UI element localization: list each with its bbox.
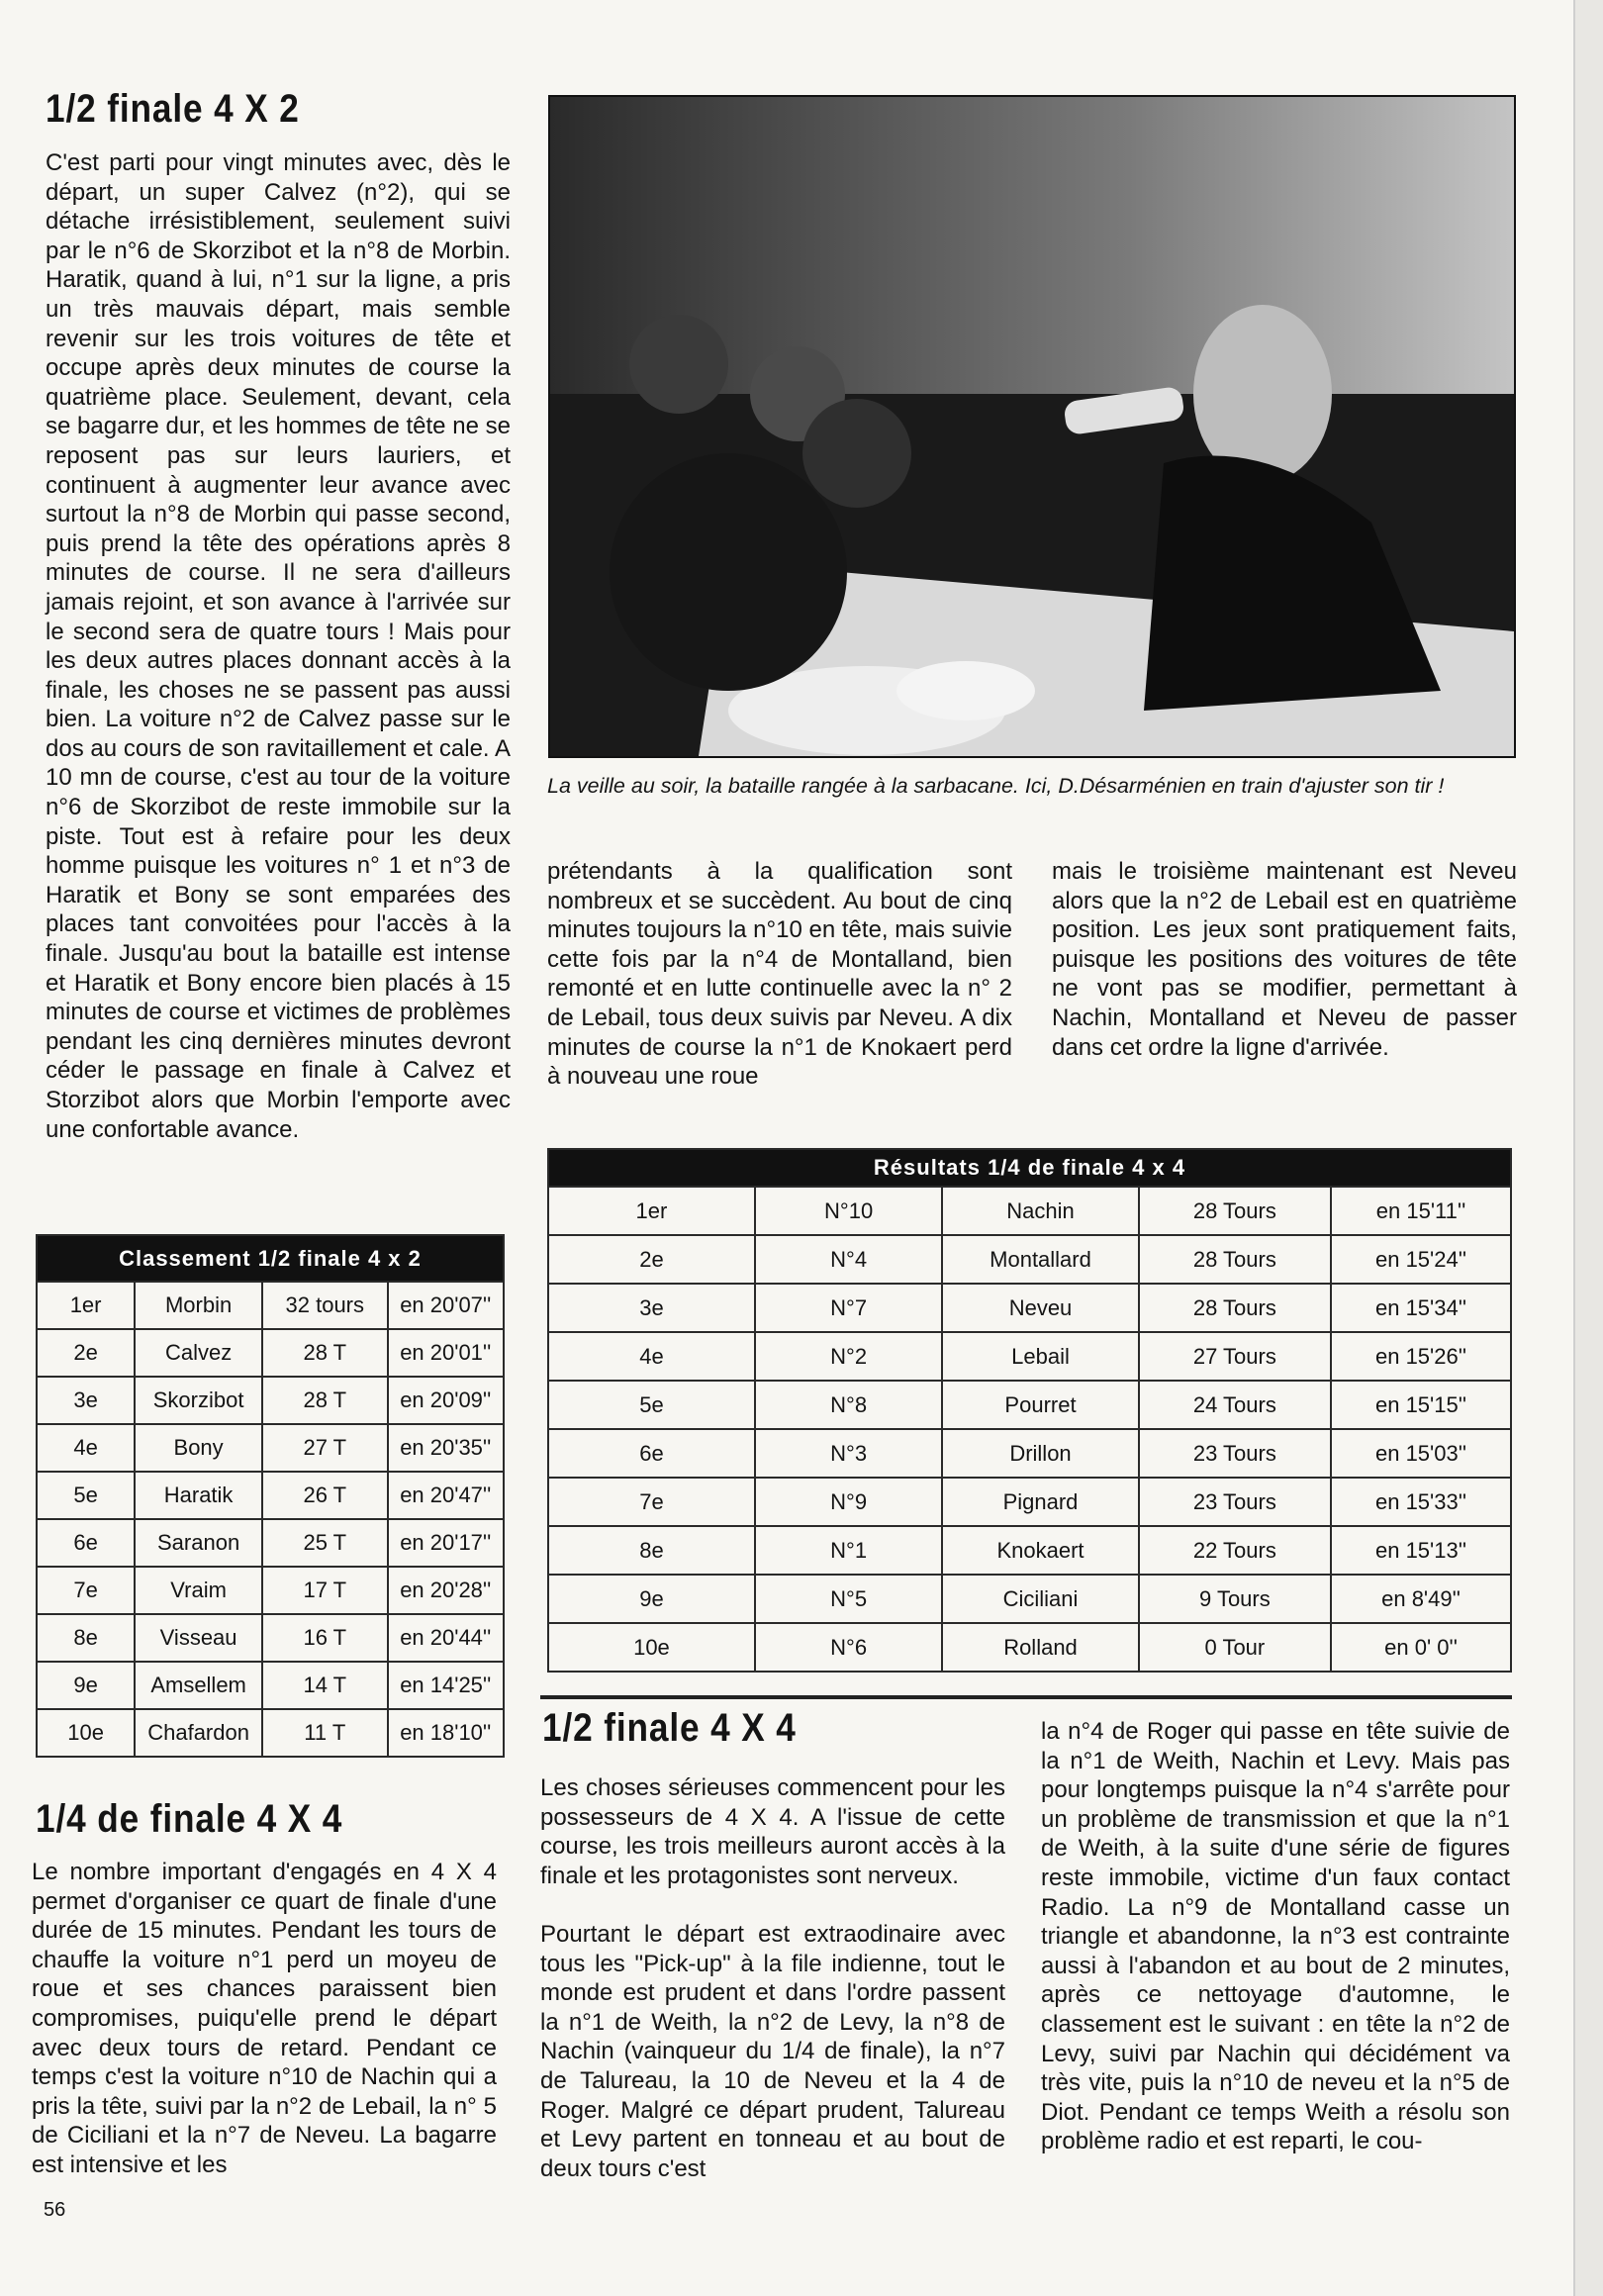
table-cell: Morbin (135, 1282, 262, 1329)
table-cell: 5e (37, 1472, 135, 1519)
table-cell: 28 Tours (1139, 1284, 1331, 1332)
table-cell: 2e (37, 1329, 135, 1377)
table-cell: 3e (37, 1377, 135, 1424)
table-cell: N°6 (755, 1623, 942, 1672)
section-title-half-final-4x4: 1/2 finale 4 X 4 (542, 1706, 797, 1750)
table-cell: en 20'09'' (388, 1377, 505, 1424)
table-row (548, 1575, 1511, 1623)
table-cell: 0 Tour (1139, 1623, 1331, 1672)
blowpipe-photo-image (550, 97, 1514, 756)
table-cell: 9e (548, 1575, 755, 1623)
table-cell: 25 T (262, 1519, 387, 1567)
table-row (37, 1472, 504, 1519)
table-cell: 10e (37, 1709, 135, 1757)
table-row (548, 1187, 1511, 1235)
section-text-half-final-4x4-continued: la n°4 de Roger qui passe en tête suivie de la n°1 de Weith, Nachin et Levy. Mais pas pour longtemps puisque la n°4 s'arrête pour un problème de transmission et que la n°1 de Weith, à la suite d'une série de figures reste immobile, victime d'un faux contact Radio. La n°9 de Montalland casse un triangle et abandonne, la n°3 est contrainte aussi à l'abandon et au bout de 2 minutes, après ce nettoyage d'automne, le classement est le suivant : en tête la n°2 de Levy, suivi par Nachin qui décidément va très vite, puis la n°10 de neveu et la n°5 de Diot. Pendant ce temps Weith a résolu son problème radio et est reparti, le cou- (1041, 1718, 1510, 2155)
table-cell: Calvez (135, 1329, 262, 1377)
table-cell: N°5 (755, 1575, 942, 1623)
table-row (548, 1429, 1511, 1478)
table-row (37, 1282, 504, 1329)
table-cell: en 0' 0'' (1331, 1623, 1511, 1672)
table-cell: 23 Tours (1139, 1478, 1331, 1526)
table-row (37, 1614, 504, 1662)
table-cell: Vraim (135, 1567, 262, 1614)
table-row (37, 1377, 504, 1424)
resultats-title: Résultats 1/4 de finale 4 x 4 (548, 1149, 1511, 1187)
table-row (548, 1478, 1511, 1526)
table-cell: Pourret (942, 1381, 1138, 1429)
table-cell: en 15'11'' (1331, 1187, 1511, 1235)
table-cell: 2e (548, 1235, 755, 1284)
table-cell: 28 T (262, 1377, 387, 1424)
table-cell: 10e (548, 1623, 755, 1672)
event-photo (548, 95, 1516, 758)
table-cell: 24 Tours (1139, 1381, 1331, 1429)
classement-title: Classement 1/2 finale 4 x 2 (37, 1235, 504, 1282)
table-row (37, 1709, 504, 1757)
table-cell: 8e (548, 1526, 755, 1575)
table-cell: Pignard (942, 1478, 1138, 1526)
table-cell: en 20'44'' (388, 1614, 505, 1662)
resultats-table (547, 1148, 1512, 1673)
table-row (548, 1332, 1511, 1381)
table-row (37, 1424, 504, 1472)
table-cell: en 15'24'' (1331, 1235, 1511, 1284)
table-cell: N°1 (755, 1526, 942, 1575)
section-text-half-final-4x4-intro: Les choses sérieuses commencent pour les possesseurs de 4 X 4. A l'issue de cette course, les trois meilleurs auront accès à la finale et les protagonistes sont nerveux. (540, 1774, 1005, 1889)
table-row (37, 1567, 504, 1614)
table-cell: 22 Tours (1139, 1526, 1331, 1575)
table-cell: en 20'07'' (388, 1282, 505, 1329)
table-cell: en 20'28'' (388, 1567, 505, 1614)
table-cell: en 15'34'' (1331, 1284, 1511, 1332)
table-cell: N°8 (755, 1381, 942, 1429)
table-cell: Knokaert (942, 1526, 1138, 1575)
table-cell: Bony (135, 1424, 262, 1472)
table-cell: en 15'03'' (1331, 1429, 1511, 1478)
table-cell: en 20'35'' (388, 1424, 505, 1472)
section-text-half-final-4x4-start: Pourtant le départ est extraodinaire avec tous les "Pick-up" à la file indienne, tout le monde est prudent et dans l'ordre passent la n°1 de Weith, la n°2 de Levy, la n°8 de Nachin (vainqueur du 1/4 de finale), la n°7 de Talureau, la 10 de Neveu et la 4 de Roger. Malgré ce départ prudent, Talureau et Levy partent en tonneau et au bout de deux tours c'est (540, 1921, 1005, 2182)
table-cell: Saranon (135, 1519, 262, 1567)
table-cell: N°9 (755, 1478, 942, 1526)
table-cell: Skorzibot (135, 1377, 262, 1424)
photo-caption: La veille au soir, la bataille rangée à la sarbacane. Ici, D.Désarménien en train d'ajuster son tir ! (547, 774, 1445, 798)
table-cell: 14 T (262, 1662, 387, 1709)
table-cell: 7e (548, 1478, 755, 1526)
section-title-half-final-4x2: 1/2 finale 4 X 2 (46, 87, 300, 131)
table-cell: 11 T (262, 1709, 387, 1757)
table-cell: 16 T (262, 1614, 387, 1662)
table-cell: 27 T (262, 1424, 387, 1472)
table-row (548, 1623, 1511, 1672)
table-cell: 28 Tours (1139, 1235, 1331, 1284)
table-cell: Chafardon (135, 1709, 262, 1757)
section-text-half-final-4x2: C'est parti pour vingt minutes avec, dès le départ, un super Calvez (n°2), qui se détache irrésistiblement, seulement suivi par le n°6 de Skorzibot et la n°8 de Morbin. Haratik, quand à lui, n°1 sur la ligne, a pris un très mauvais départ, mais semble revenir sur les trois voitures de tête et occupe après deux minutes de course la quatrième place. Seulement, devant, cela se bagarre dur, et les hommes de tête ne se reposent pas sur leurs lauriers, et continuent à augmenter leur avance avec surtout la n°8 de Morbin qui passe second, puis prend la tête des opérations après 8 minutes de course. Il ne sera d'ailleurs jamais rejoint, et son avance à l'arrivée sur le second sera de quatre tours ! Mais pour les deux autres places donnant accès à la finale, les choses ne se passent pas aussi bien. La voiture n°2 de Calvez passe sur le dos au cours de son ravitaillement et cale. A 10 mn de course, c'est au tour de la voiture n°6 de Skorzibot de reste immobile sur la piste. Tout est à refaire pour les deux homme puisque les voitures n° 1 et n°3 de Haratik et Bony se sont emparées des places tant convoitées pour l'accès à la finale. Jusqu'au bout la bataille est intense et Haratik et Bony encore bien placés à 15 minutes de course et victimes de problèmes pendant les cinq dernières minutes devront céder le passage en finale à Calvez et Storzibot alors que Morbin l'emporte avec une confortable avance. (46, 149, 511, 1143)
table-cell: N°7 (755, 1284, 942, 1332)
table-cell: en 20'01'' (388, 1329, 505, 1377)
table-cell: 9 Tours (1139, 1575, 1331, 1623)
table-row (37, 1329, 504, 1377)
table-row (548, 1284, 1511, 1332)
right-column-text: mais le troisième maintenant est Neveu alors que la n°2 de Lebail est en quatrième position. Les jeux sont pratiquement faits, puisque les positions des voitures de tête ne vont pas se modifier, permettant à Nachin, Montalland et Neveu de passer dans cet ordre la ligne d'arrivée. (1052, 858, 1517, 1061)
table-cell: Nachin (942, 1187, 1138, 1235)
table-cell: 17 T (262, 1567, 387, 1614)
table-cell: N°4 (755, 1235, 942, 1284)
table-cell: 7e (37, 1567, 135, 1614)
table-cell: N°2 (755, 1332, 942, 1381)
table-cell: en 20'47'' (388, 1472, 505, 1519)
table-cell: 6e (548, 1429, 755, 1478)
table-cell: N°3 (755, 1429, 942, 1478)
table-cell: Montallard (942, 1235, 1138, 1284)
table-cell: 8e (37, 1614, 135, 1662)
table-cell: 4e (37, 1424, 135, 1472)
table-cell: 5e (548, 1381, 755, 1429)
table-cell: Lebail (942, 1332, 1138, 1381)
table-cell: en 15'26'' (1331, 1332, 1511, 1381)
table-cell: en 18'10'' (388, 1709, 505, 1757)
table-cell: Neveu (942, 1284, 1138, 1332)
table-cell: Rolland (942, 1623, 1138, 1672)
page-edge (1573, 0, 1603, 2296)
table-cell: 28 T (262, 1329, 387, 1377)
table-cell: en 15'33'' (1331, 1478, 1511, 1526)
table-cell: 1er (37, 1282, 135, 1329)
table-cell: Haratik (135, 1472, 262, 1519)
section-title-quarter-final-4x4: 1/4 de finale 4 X 4 (36, 1797, 343, 1841)
table-cell: N°10 (755, 1187, 942, 1235)
table-cell: en 20'17'' (388, 1519, 505, 1567)
table-row (548, 1235, 1511, 1284)
table-cell: 27 Tours (1139, 1332, 1331, 1381)
table-row (548, 1526, 1511, 1575)
table-row (37, 1662, 504, 1709)
page-number: 56 (44, 2199, 66, 2221)
table-cell: Ciciliani (942, 1575, 1138, 1623)
table-cell: Amsellem (135, 1662, 262, 1709)
section-text-quarter-final-4x4: Le nombre important d'engagés en 4 X 4 permet d'organiser ce quart de finale d'une durée de 15 minutes. Pendant les tours de chauffe la voiture n°1 perd un moyeu de roue et ses chances paraissent bien compromises, puiqu'elle prend le départ avec deux tours de retard. Pendant ce temps c'est la voiture n°10 de Nachin qui a pris la tête, suivi par la n°2 de Lebail, la n° 5 de Ciciliani et la n°7 de Neveu. La bagarre est intensive et les (32, 1859, 497, 2178)
table-row (37, 1519, 504, 1567)
table-cell: 28 Tours (1139, 1187, 1331, 1235)
table-cell: 3e (548, 1284, 755, 1332)
table-cell: en 15'15'' (1331, 1381, 1511, 1429)
table-cell: en 14'25'' (388, 1662, 505, 1709)
table-cell: 26 T (262, 1472, 387, 1519)
table-cell: 9e (37, 1662, 135, 1709)
table-cell: Drillon (942, 1429, 1138, 1478)
table-cell: 4e (548, 1332, 755, 1381)
table-row (548, 1381, 1511, 1429)
table-cell: en 15'13'' (1331, 1526, 1511, 1575)
section-divider (540, 1695, 1512, 1699)
table-cell: 6e (37, 1519, 135, 1567)
classement-table (36, 1234, 505, 1758)
table-cell: 32 tours (262, 1282, 387, 1329)
table-cell: Visseau (135, 1614, 262, 1662)
table-cell: 23 Tours (1139, 1429, 1331, 1478)
middle-column-text: prétendants à la qualification sont nombreux et se succèdent. Au bout de cinq minutes toujours la n°10 en tête, mais suivie cette fois par la n°4 de Montalland, bien remonté et en lutte continuelle avec la n° 2 de Lebail, tous deux suivis par Neveu. A dix minutes de course la n°1 de Knokaert perd à nouveau une roue (547, 858, 1012, 1091)
table-cell: 1er (548, 1187, 755, 1235)
table-cell: en 8'49'' (1331, 1575, 1511, 1623)
